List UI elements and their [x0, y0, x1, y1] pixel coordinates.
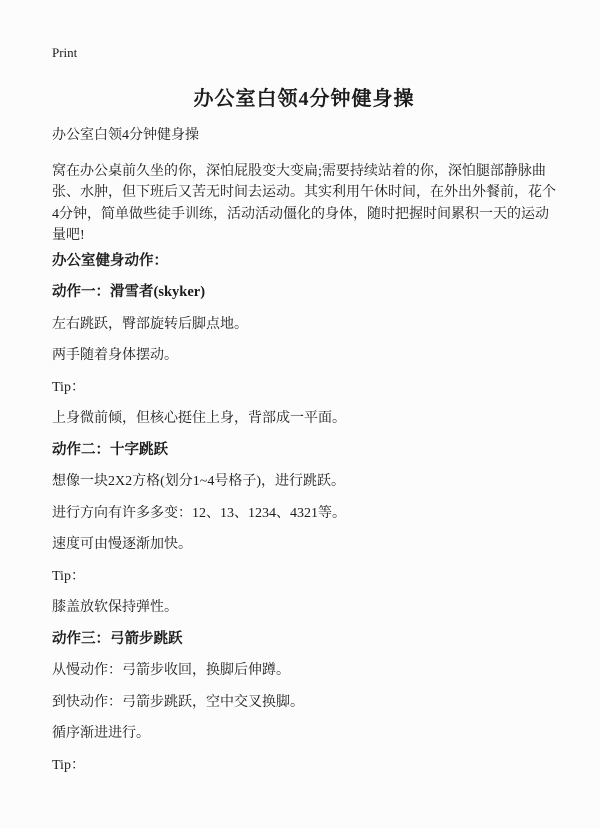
print-link[interactable]: Print: [52, 45, 78, 60]
move-3-tip-label: Tip：: [52, 757, 85, 773]
section-heading-exercises: 办公室健身动作：: [52, 252, 168, 269]
intro-paragraph: 窝在办公桌前久坐的你，深怕屁股变大变扁;需要持续站着的你，深怕腿部静脉曲张、水肿，但下班后又苦无时间去运动。其实利用午休时间，在外出外餐前，花个4分钟，简单做些徒手训练，活动活动僵化的身体，随时把握时间累积一天的运动量吧!: [52, 163, 556, 243]
move-2-line: 想像一块2X2方格(划分1~4号格子)，进行跳跃。: [52, 474, 346, 489]
move-section-3: [52, 629, 556, 777]
move-1-line: 左右跳跃，臀部旋转后脚点地。: [52, 316, 248, 332]
move-3-line: 从慢动作：弓箭步收回，换脚后伸蹲。: [52, 663, 290, 678]
move-3-line: 循序渐进进行。: [52, 726, 150, 741]
move-1-line: 两手随着身体摆动。: [52, 348, 178, 363]
move-2-line: 进行方向有许多多变：12、13、1234、4321等。: [52, 505, 346, 521]
move-2-tip-label: Tip：: [52, 568, 85, 584]
move-1-tip-text: 上身微前倾，但核心挺住上身，背部成一平面。: [52, 411, 346, 426]
move-3-line: 到快动作：弓箭步跳跃，空中交叉换脚。: [52, 694, 304, 710]
move-2-line: 速度可由慢逐渐加快。: [52, 537, 192, 552]
page-title: 办公室白领4分钟健身操: [193, 88, 415, 110]
move-section-1: [52, 282, 556, 430]
move-2-heading: 动作二：十字跳跃: [52, 441, 168, 458]
move-section-2: [52, 440, 556, 619]
move-1-tip-label: Tip：: [52, 379, 85, 395]
article-subtitle: 办公室白领4分钟健身操: [52, 128, 199, 143]
move-2-tip-text: 膝盖放软保持弹性。: [52, 600, 178, 615]
move-1-heading: 动作一：滑雪者(skyker): [52, 284, 206, 300]
move-3-heading: 动作三：弓箭步跳跃: [52, 630, 183, 647]
